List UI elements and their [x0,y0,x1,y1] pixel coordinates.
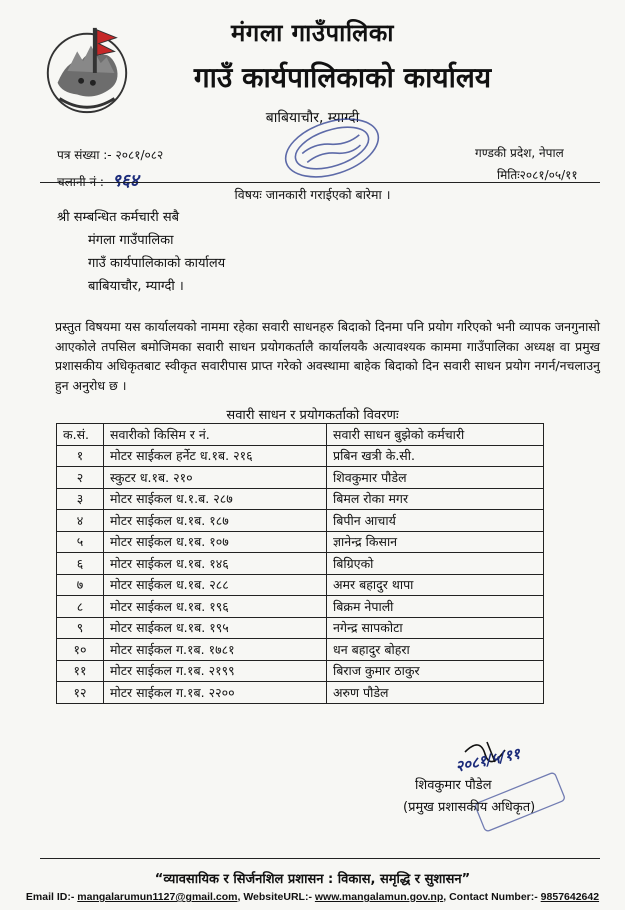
cell-staff: अमर बहादुर थापा [327,574,544,596]
reference-label: पत्र संख्या :- [57,148,112,162]
header-staff: सवारी साधन बुझेको कर्मचारी [327,424,544,446]
recipient-line-4: बाबियाचौर, म्याग्दी । [88,279,184,294]
table-caption: सवारी साधन र प्रयोगकर्ताको विवरणः [226,408,399,423]
municipality-name: मंगला गाउँपालिका [230,19,395,47]
table-row [57,467,544,489]
table-row [57,639,544,661]
cell-staff: बिराज कुमार ठाकुर [327,660,544,682]
office-location: बाबियाचौर, म्याग्दी [265,110,360,126]
cell-sn: १० [57,639,104,661]
cell-staff: प्रबिन खत्री के.सी. [327,445,544,467]
table-row [57,553,544,575]
signatory-designation: (प्रमुख प्रशासकीय अधिकृत) [403,800,536,815]
cell-sn: ९ [57,617,104,639]
table-row [57,617,544,639]
date-value: २०८१/०५/११ [519,168,578,182]
cell-staff: बिमल रोका मगर [327,488,544,510]
office-motto: “व्यावसायिक र सिर्जनशिल प्रशासन : विकास, समृद्धि र सुशासन” [154,872,471,887]
cell-vehicle: मोटर साईकल हर्नेट ध.१ब. २१६ [104,445,327,467]
cell-sn: ८ [57,596,104,618]
province-label: गण्डकी प्रदेश, नेपाल [475,146,564,160]
table-header-row [57,424,544,446]
body-paragraph: प्रस्तुत विषयमा यस कार्यालयको नाममा रहेका सवारी साधनहरु बिदाको दिनमा पनि प्रयोग गरिएको भनी व्यापक जनगुनासो आएकोले तपसिल बमोजिमका सवारी साधन प्रयोगकर्तालै कार्यालयकै अत्यावश्यक काममा गाउँपालिका अध्यक्ष वा प्रमुख प्रशासकीय अधिकृतबाट स्वीकृत सवारीपास प्राप्त गरेको अवस्थामा बाहेक बिदाको दिन सवारी साधन प्रयोग नगर्न/नचलाउनु हुन अनुरोध छ । [55,319,600,393]
cell-vehicle: मोटर साईकल ध.१ब. १९६ [104,596,327,618]
cell-vehicle: मोटर साईकल ध.१ब. १९५ [104,617,327,639]
cell-vehicle: स्कुटर ध.१ब. २१० [104,467,327,489]
table-row [57,660,544,682]
phone-link[interactable]: 9857642642 [540,891,600,903]
phone-label: Contact Number:- [449,891,538,903]
table-row [57,445,544,467]
table-row [57,596,544,618]
recipient-line-2: मंगला गाउँपालिका [88,233,174,248]
header-divider [40,182,600,183]
cell-sn: ६ [57,553,104,575]
cell-staff: बिग्रिएको [327,553,544,575]
vehicle-table [56,423,544,704]
cell-vehicle: मोटर साईकल ध.१.ब. २८७ [104,488,327,510]
recipient-line-1: श्री सम्बन्धित कर्मचारी सबै [57,210,180,225]
cell-staff: बिपीन आचार्य [327,510,544,532]
letter-date [497,166,578,183]
cell-vehicle: मोटर साईकल ध.१ब. २८८ [104,574,327,596]
website-link[interactable]: www.mangalamun.gov.np [314,891,444,903]
letter-subject: विषयः जानकारी गराईएको बारेमा । [234,187,391,202]
table-row [57,531,544,553]
cell-sn: १२ [57,682,104,704]
dispatch-label: चलानी नं :- [57,175,109,189]
cell-sn: ७ [57,574,104,596]
cell-staff: ज्ञानेन्द्र किसान [327,531,544,553]
table-row [57,574,544,596]
table-row [57,488,544,510]
cell-staff: नगेन्द्र सापकोटा [327,617,544,639]
dispatch-value: ९६४ [112,171,139,191]
office-name: गाउँ कार्यपालिकाको कार्यालय [193,61,492,94]
cell-sn: ३ [57,488,104,510]
cell-staff: बिक्रम नेपाली [327,596,544,618]
reference-value: २०८१/०८२ [115,148,164,162]
cell-sn: १ [57,445,104,467]
cell-staff: शिवकुमार पौडेल [327,467,544,489]
reference-number [57,146,163,163]
cell-vehicle: मोटर साईकल ग.१ब. २१९९ [104,660,327,682]
cell-vehicle: मोटर साईकल ध.१ब. १८७ [104,510,327,532]
email-label: Email ID:- [25,891,75,903]
table-row [57,682,544,704]
contact-line: Email ID:- mangalarumun1127@gmail.com, WebsiteURL:- www.mangalamun.gov.np, Contact Number:- 9857642642 [25,891,600,903]
cell-sn: २ [57,467,104,489]
footer-divider [40,858,600,859]
signatory-name: शिवकुमार पौडेल [415,778,492,793]
cell-vehicle: मोटर साईकल ग.१ब. २२०० [104,682,327,704]
signature-date: २०८१/५/११ [453,744,522,776]
cell-sn: ४ [57,510,104,532]
recipient-line-3: गाउँ कार्यपालिकाको कार्यालय [88,256,226,271]
cell-staff: धन बहादुर बोहरा [327,639,544,661]
header-sn: क.सं. [57,424,104,446]
header-vehicle: सवारीको किसिम र नं. [104,424,327,446]
date-label: मितिः [497,168,520,182]
cell-vehicle: मोटर साईकल ध.१ब. १४६ [104,553,327,575]
website-label: WebsiteURL:- [243,891,312,903]
cell-vehicle: मोटर साईकल ध.१ब. १०७ [104,531,327,553]
cell-sn: ११ [57,660,104,682]
office-stamp-icon [272,108,392,188]
cell-sn: ५ [57,531,104,553]
email-link[interactable]: mangalarumun1127@gmail.com [77,891,238,903]
cell-vehicle: मोटर साईकल ग.१ब. १७८१ [104,639,327,661]
cell-staff: अरुण पौडेल [327,682,544,704]
table-row [57,510,544,532]
